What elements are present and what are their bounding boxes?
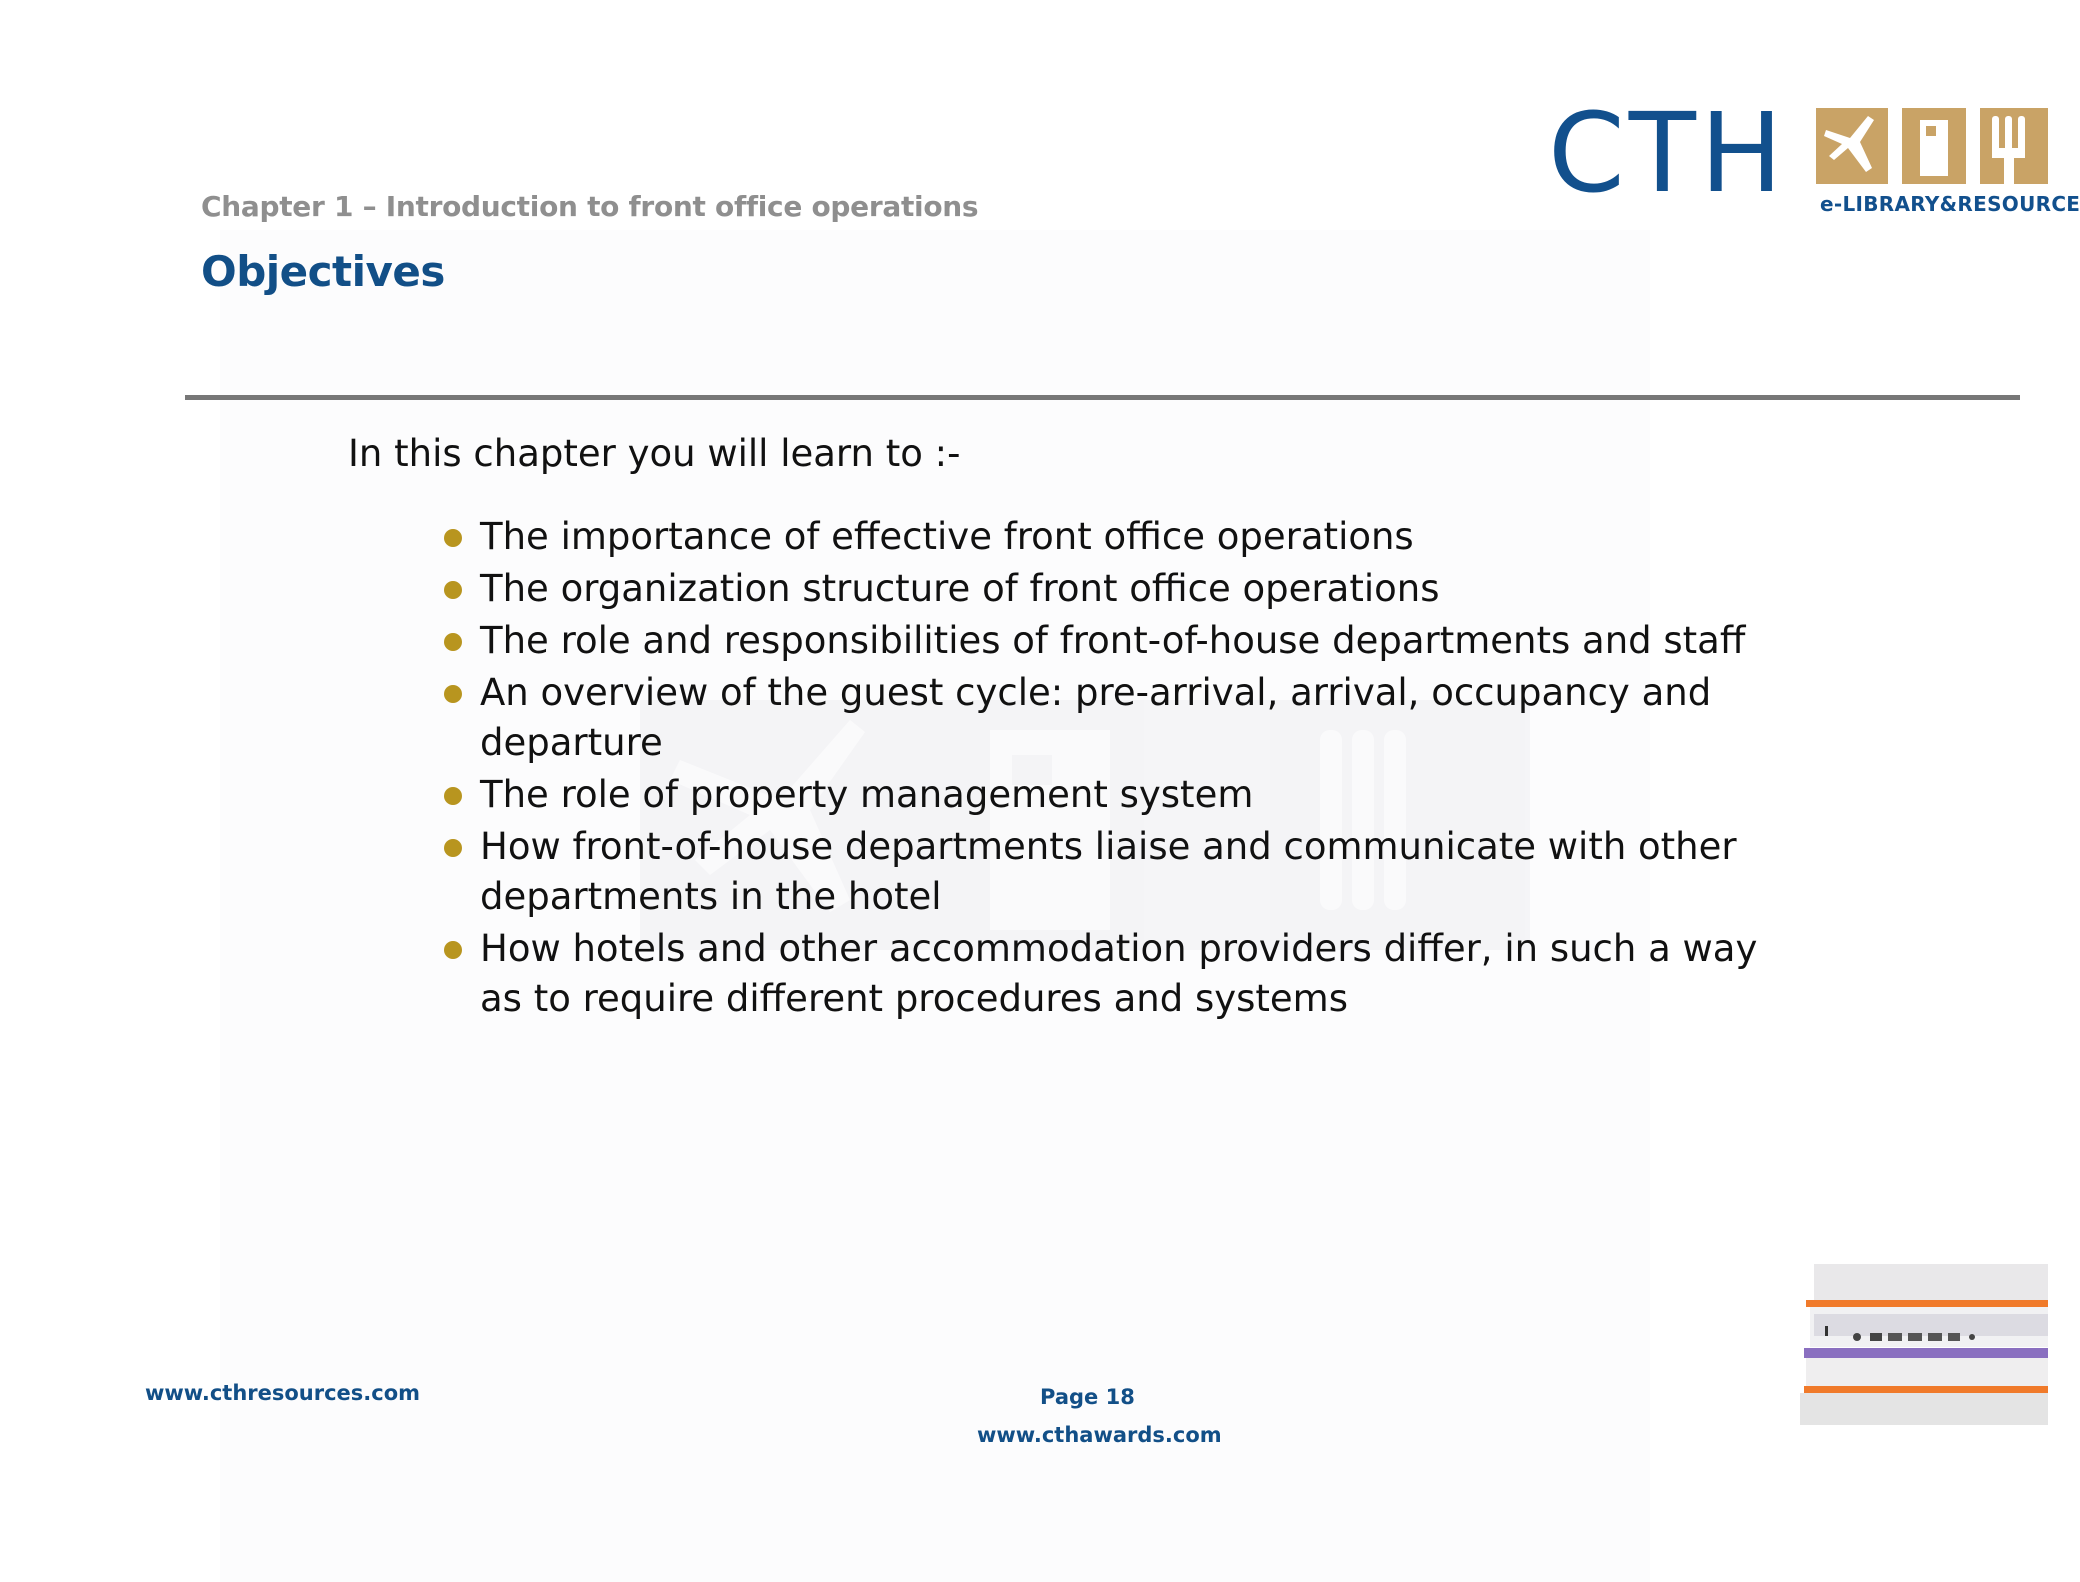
bullet-icon xyxy=(444,581,462,599)
bullet-icon xyxy=(444,685,462,703)
header-divider xyxy=(185,395,2020,400)
list-item xyxy=(442,822,1782,922)
list-item xyxy=(442,668,1782,768)
bullet-icon xyxy=(444,633,462,651)
bullet-icon xyxy=(444,839,462,857)
logo-icon-tiles xyxy=(1816,108,2048,184)
list-item-text: The role and responsibilities of front-of-house departments and staff xyxy=(480,619,1746,662)
footer-awards-link[interactable]: www.cthawards.com xyxy=(977,1423,1222,1447)
list-item xyxy=(442,924,1782,1024)
page-number: Page 18 xyxy=(1040,1385,1135,1409)
list-item-text: The organization structure of front office operations xyxy=(480,567,1440,610)
list-item xyxy=(442,616,1782,666)
bullet-icon xyxy=(444,941,462,959)
intro-text: In this chapter you will learn to :- xyxy=(348,432,961,475)
cth-logo xyxy=(1548,89,2080,220)
footer-resources-link[interactable]: www.cthresources.com xyxy=(145,1381,421,1405)
logo-tagline: e-LIBRARY&RESOURCE xyxy=(1820,192,2080,216)
logo-wordmark: CTH xyxy=(1548,89,1787,217)
list-item-text: An overview of the guest cycle: pre-arrival, arrival, occupancy and departure xyxy=(480,671,1712,764)
bullet-icon xyxy=(444,787,462,805)
list-item xyxy=(442,770,1782,820)
list-item-text: The role of property management system xyxy=(480,773,1254,816)
books-stack-image xyxy=(1800,1262,2048,1432)
page-title: Objectives xyxy=(201,247,445,296)
list-item-text: How front-of-house departments liaise and communicate with other departments in the hotel xyxy=(480,825,1737,918)
list-item xyxy=(442,512,1782,562)
list-item xyxy=(442,564,1782,614)
list-item-text: How hotels and other accommodation providers differ, in such a way as to require different procedures and systems xyxy=(480,927,1758,1020)
list-item-text: The importance of effective front office operations xyxy=(480,515,1414,558)
chapter-label: Chapter 1 – Introduction to front office operations xyxy=(201,190,979,223)
bullet-icon xyxy=(444,529,462,547)
objectives-list xyxy=(442,512,1782,1026)
